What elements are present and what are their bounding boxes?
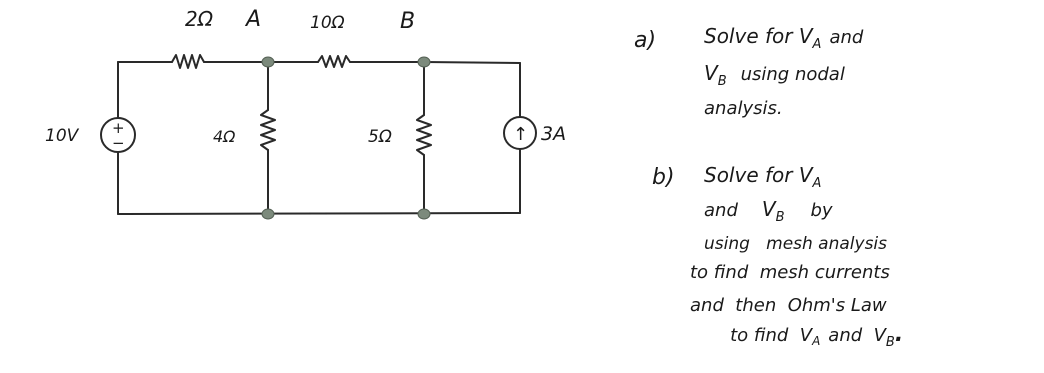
label-5ohm: 5Ω [368,127,392,147]
part-a-line2-tail: using nodal [740,64,845,85]
part-a-line2 [704,61,845,89]
node-b-dot [418,57,430,67]
part-b-line6-end: . [894,322,904,347]
resistor-10ohm [318,56,350,67]
part-b-line5: and then Ohm's Law [690,295,887,316]
part-b-line6 [690,322,932,350]
label-node-b: B [400,9,416,34]
label-3a: 3A [541,123,567,145]
part-b-line6-a: to find V [730,325,813,346]
part-b-line3: using mesh analysis [704,234,888,254]
label-2ohm: 2Ω [185,7,214,31]
current-source-arrow: ↑ [513,124,529,145]
bottom-wire [118,213,520,214]
resistor-2ohm [172,55,204,68]
part-a-sub-a: A [812,37,822,52]
node-a-dot [262,57,274,67]
resistor-4ohm [261,110,275,150]
part-b-line6-b: and V [828,325,886,346]
part-b-line1-text: Solve for V [704,163,813,187]
part-a-line1-tail: and [829,27,864,48]
part-b-sub-a1: A [812,176,822,191]
part-a-sub-b: B [717,74,727,89]
label-10v: 10V [45,126,79,146]
part-b-sub-b1: B [775,210,785,225]
circuit-diagram [45,7,566,219]
label-node-a: A [246,7,262,32]
top-right-wire [424,62,520,63]
part-b-line1 [704,163,821,191]
part-a-line3: analysis. [704,98,783,119]
part-a-line1 [704,24,864,52]
voltage-source-minus: − [112,134,125,152]
part-b-line2 [704,197,833,225]
part-a-line1-text: Solve for V [704,24,813,48]
label-4ohm: 4Ω [213,127,236,146]
resistor-5ohm [417,115,431,155]
part-b-line2-v: V [761,197,776,221]
part-a-line2-v: V [704,61,718,85]
bottom-node-dot-b [418,209,430,219]
part-b-line4: to find mesh currents [690,262,890,283]
part-b-sub-b2: B [885,335,895,350]
problem-text [634,24,932,350]
label-10ohm: 10Ω [310,13,345,33]
part-b-line2-by: by [810,200,833,221]
part-b-label: b) [652,165,675,190]
part-b-sub-a2: A [812,334,821,348]
bottom-node-dot-a [262,209,274,219]
part-a-label: a) [634,28,657,53]
voltage-source-plus: + [112,119,125,137]
part-b-line2-and: and [704,200,738,221]
